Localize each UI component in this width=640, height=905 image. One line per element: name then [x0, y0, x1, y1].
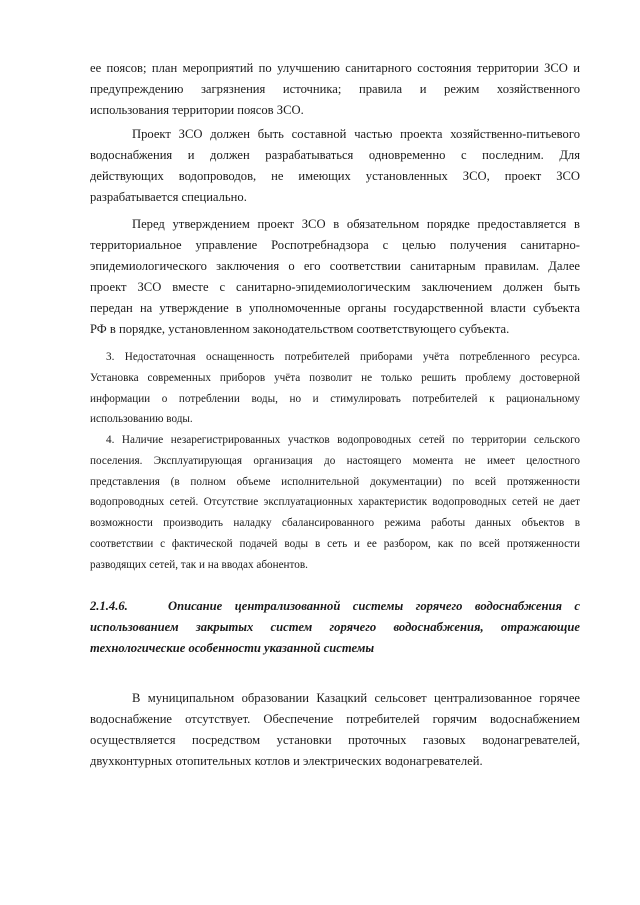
- heading-line: [90, 596, 580, 617]
- heading-line: использованием закрытых систем горячего водоснабжения, отражающие: [90, 620, 580, 634]
- text-line: В муниципальном образовании Казацкий сельсовет централизованное горячее: [132, 691, 580, 705]
- paragraph-hot-water: [90, 688, 580, 772]
- text-line: представления (в полном объеме исполнительной документации) по всей протяженности: [90, 475, 580, 488]
- text-line: возможности производить наладку сбалансированного режима работы данных объектов в: [90, 517, 580, 530]
- paragraph-intro: [90, 58, 580, 121]
- text-line: водоснабжение отсутствует. Обеспечение потребителей горячим водоснабжением: [90, 712, 580, 726]
- text-line: передан на утверждение в уполномоченные органы государственной власти субъекта: [90, 301, 580, 315]
- text-line: проект ЗСО вместе с санитарно-эпидемиологическим заключением должен быть: [90, 280, 580, 294]
- paragraph-approval: [90, 214, 580, 340]
- text-line: ее поясов; план мероприятий по улучшению санитарного состояния территории ЗСО и: [90, 61, 580, 75]
- text-line: разводящих сетей, так и на вводах абонентов.: [90, 558, 308, 571]
- text-line: Проект ЗСО должен быть составной частью проекта хозяйственно-питьевого: [132, 127, 580, 141]
- text-line: использования территории поясов ЗСО.: [90, 103, 304, 117]
- section-heading: [90, 596, 580, 659]
- heading-line: технологические особенности указанной системы: [90, 641, 375, 655]
- text-line: 3. Недостаточная оснащенность потребителей приборами учёта потребленного ресурса.: [106, 351, 580, 363]
- list-item-4: [90, 430, 580, 576]
- heading-text: Описание централизованной системы горячего водоснабжения с: [168, 599, 580, 613]
- text-line: Перед утверждением проект ЗСО в обязательном порядке предоставляется в: [132, 217, 580, 231]
- text-line: территориальное управление Роспотребнадзора с целью получения санитарно-: [90, 238, 580, 252]
- text-line: эпидемиологического заключения о его соответствии санитарным правилам. Далее: [90, 259, 580, 273]
- text-line: соответствии с фактической подачей воды в сеть и ее разбором, как по всей протяженности: [90, 537, 580, 550]
- text-line: РФ в порядке, установленном законодательством соответствующего субъекта.: [90, 322, 510, 336]
- text-line: поселения. Эксплуатирующая организация до настоящего момента не имеет целостного: [90, 454, 580, 467]
- text-line: разрабатывается специально.: [90, 190, 247, 204]
- text-line: водопроводных сетей. Отсутствие эксплуатационных характеристик водопроводных сетей не дает: [90, 496, 580, 509]
- text-line: информации о потреблении воды, но и стимулировать потребителей к рациональному: [90, 392, 580, 405]
- section-number: 2.1.4.6.: [90, 599, 128, 613]
- list-item-3: [90, 347, 580, 430]
- text-line: осуществляется посредством установки проточных газовых водонагревателей,: [90, 733, 580, 747]
- text-line: использованию воды.: [90, 413, 193, 426]
- paragraph-project: [90, 124, 580, 208]
- text-line: Установка современных приборов учёта позволит не только решить проблему достоверной: [90, 371, 580, 384]
- text-line: предупреждению загрязнения источника; правила и режим хозяйственного: [90, 82, 580, 96]
- text-line: двухконтурных отопительных котлов и электрических водонагревателей.: [90, 754, 483, 768]
- text-line: действующих водопроводов, не имеющих установленных ЗСО, проект ЗСО: [90, 169, 580, 183]
- text-line: 4. Наличие незарегистрированных участков водопроводных сетей по территории сельского: [106, 434, 580, 446]
- text-line: водоснабжения и должен разрабатываться одновременно с последним. Для: [90, 148, 580, 162]
